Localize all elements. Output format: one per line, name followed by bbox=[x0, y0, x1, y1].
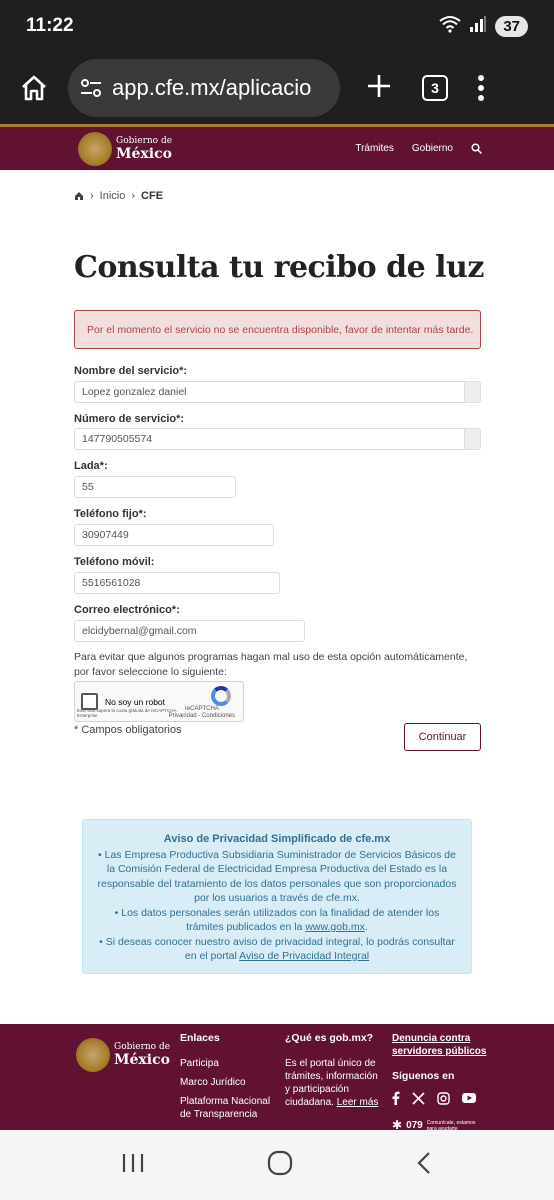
link-marco-juridico[interactable]: Marco Jurídico bbox=[180, 1077, 246, 1088]
home-circle-icon[interactable] bbox=[267, 1150, 293, 1181]
status-time: 11:22 bbox=[26, 15, 74, 36]
error-alert: Por el momento el servicio no se encuentra disponible, favor de intentar más tarde. bbox=[74, 310, 481, 349]
browser-menu-button[interactable] bbox=[476, 75, 486, 101]
lada-label: Lada*: bbox=[74, 460, 108, 472]
url-text: app.cfe.mx/aplicacio bbox=[112, 75, 312, 100]
footer-que-es bbox=[285, 1032, 380, 1109]
logo-line2: México bbox=[116, 145, 172, 162]
social-links bbox=[392, 1091, 502, 1109]
address-bar[interactable] bbox=[68, 59, 340, 117]
privacy-item: • Los datos personales serán utilizados con la finalidad de atender los trámites publicados en la www.gob.mx. bbox=[97, 906, 457, 935]
privacy-item-text: Los datos personales serán utilizados con la finalidad de atender los trámites publicados en la bbox=[121, 906, 440, 933]
privacy-integral-link[interactable]: Aviso de Privacidad Integral bbox=[239, 950, 370, 962]
tab-switcher-button[interactable]: 3 bbox=[422, 75, 448, 101]
back-icon[interactable] bbox=[415, 1151, 433, 1180]
line-079-text: Comunícate, estamos para ayudarte bbox=[426, 1119, 476, 1130]
chevron-right-icon: › bbox=[90, 190, 94, 202]
wifi-icon bbox=[439, 15, 461, 38]
enlaces-title: Enlaces bbox=[180, 1032, 220, 1044]
correo-input[interactable]: elcidybernal@gmail.com bbox=[74, 620, 305, 642]
siguenos-title: Síguenos en bbox=[392, 1070, 455, 1082]
home-icon[interactable] bbox=[74, 191, 84, 201]
instagram-icon[interactable] bbox=[437, 1092, 450, 1109]
breadcrumb bbox=[74, 190, 163, 202]
lada-input[interactable]: 55 bbox=[74, 476, 236, 498]
line-079-number: 079 bbox=[406, 1120, 423, 1130]
status-bar bbox=[0, 0, 554, 52]
recaptcha-logo-icon bbox=[211, 686, 231, 706]
que-es-title: ¿Qué es gob.mx? bbox=[285, 1032, 374, 1044]
nombre-label: Nombre del servicio*: bbox=[74, 365, 188, 377]
privacy-item-text: Si deseas conocer nuestro aviso de privacidad integral, lo podrás consultar en el portal bbox=[105, 935, 455, 962]
gov-header bbox=[0, 124, 554, 170]
required-note: * Campos obligatorios bbox=[74, 724, 182, 736]
link-transparencia[interactable]: Plataforma Nacional de Transparencia bbox=[180, 1096, 271, 1120]
nombre-input[interactable]: Lopez gonzalez daniel bbox=[74, 381, 481, 403]
correo-label: Correo electrónico*: bbox=[74, 604, 180, 616]
footer-enlaces bbox=[180, 1032, 275, 1127]
footer-logo[interactable] bbox=[76, 1038, 170, 1072]
dot-icon bbox=[478, 75, 484, 81]
recaptcha-widget bbox=[74, 681, 244, 722]
privacy-item bbox=[97, 935, 457, 964]
captcha-help-text: Para evitar que algunos programas hagan mal uso de esta opción automáticamente, por favor seleccione lo siguiente: bbox=[74, 651, 468, 678]
numero-input[interactable]: 147790505574 bbox=[74, 428, 481, 450]
android-nav-bar bbox=[0, 1130, 554, 1200]
leer-mas-link[interactable]: Leer más bbox=[336, 1097, 379, 1108]
telefono-movil-label: Teléfono móvil: bbox=[74, 556, 155, 568]
status-icons bbox=[439, 15, 528, 38]
search-icon[interactable] bbox=[471, 143, 482, 154]
recaptcha-label: No soy un robot bbox=[105, 697, 166, 707]
mexico-seal-icon bbox=[78, 132, 112, 166]
browser-toolbar bbox=[0, 52, 554, 124]
gobmx-link[interactable]: www.gob.mx bbox=[305, 921, 365, 933]
telefono-movil-input[interactable]: 5516561028 bbox=[74, 572, 280, 594]
asterisk-icon: ✱ bbox=[392, 1118, 403, 1130]
recaptcha-brand bbox=[169, 706, 235, 720]
footer-right bbox=[392, 1032, 502, 1130]
recaptcha-terms[interactable]: Privacidad - Condiciones bbox=[168, 713, 235, 719]
mexico-seal-icon bbox=[76, 1038, 110, 1072]
recent-apps-icon[interactable] bbox=[121, 1152, 145, 1179]
x-twitter-icon[interactable] bbox=[412, 1092, 425, 1109]
footer-logo-line1: Gobierno de bbox=[114, 1042, 171, 1052]
breadcrumb-current: CFE bbox=[141, 190, 164, 202]
recaptcha-brand-name: reCAPTCHA bbox=[184, 706, 219, 712]
facebook-icon[interactable] bbox=[392, 1091, 400, 1109]
que-es-text: Es el portal único de trámites, información y participación ciudadana. bbox=[285, 1058, 378, 1108]
continue-button[interactable]: Continuar bbox=[404, 723, 481, 751]
plus-icon bbox=[366, 73, 392, 99]
gov-nav bbox=[355, 143, 554, 154]
line-079[interactable] bbox=[392, 1119, 502, 1130]
privacy-item bbox=[97, 848, 457, 906]
gov-logo[interactable] bbox=[78, 132, 172, 166]
home-icon bbox=[20, 74, 48, 102]
privacy-notice bbox=[82, 819, 472, 974]
home-button[interactable] bbox=[14, 68, 54, 108]
footer bbox=[0, 1024, 554, 1130]
new-tab-button[interactable] bbox=[362, 69, 396, 108]
chevron-right-icon: › bbox=[131, 190, 136, 202]
nav-tramites[interactable]: Trámites bbox=[355, 143, 394, 154]
battery-indicator: 37 bbox=[495, 16, 528, 37]
site-settings-icon[interactable] bbox=[80, 78, 102, 98]
privacy-item-text: Las Empresa Productiva Subsidiaria Suministrador de Servicios Básicos de la Comisión Federal de Electricidad Empresa Productiva del Estado es la responsable del tratamiento de los datos personales que son proporcionados por los usuarios a través de cfe.mx. bbox=[97, 848, 457, 904]
numero-label: Número de servicio*: bbox=[74, 413, 185, 425]
signal-icon bbox=[469, 15, 487, 38]
dot-icon bbox=[478, 85, 484, 91]
footer-logo-line2: México bbox=[114, 1052, 170, 1068]
recaptcha-quota-note: Este sitio supera la cuota gratuita de reCAPTCHA Enterprise bbox=[77, 708, 177, 718]
telefono-fijo-label: Teléfono fijo*: bbox=[74, 508, 147, 520]
denuncia-link[interactable]: Denuncia contra servidores públicos bbox=[392, 1033, 487, 1057]
dot-icon bbox=[478, 95, 484, 101]
privacy-list bbox=[97, 848, 457, 964]
breadcrumb-home[interactable]: Inicio bbox=[99, 190, 126, 202]
telefono-fijo-input[interactable]: 30907449 bbox=[74, 524, 274, 546]
page-title: Consulta tu recibo de luz bbox=[74, 250, 484, 285]
privacy-title: Aviso de Privacidad Simplificado de cfe.mx bbox=[163, 833, 391, 845]
youtube-icon[interactable] bbox=[462, 1093, 476, 1107]
logo-line1: Gobierno de bbox=[116, 135, 173, 146]
link-participa[interactable]: Participa bbox=[180, 1058, 219, 1069]
nav-gobierno[interactable]: Gobierno bbox=[411, 143, 453, 154]
